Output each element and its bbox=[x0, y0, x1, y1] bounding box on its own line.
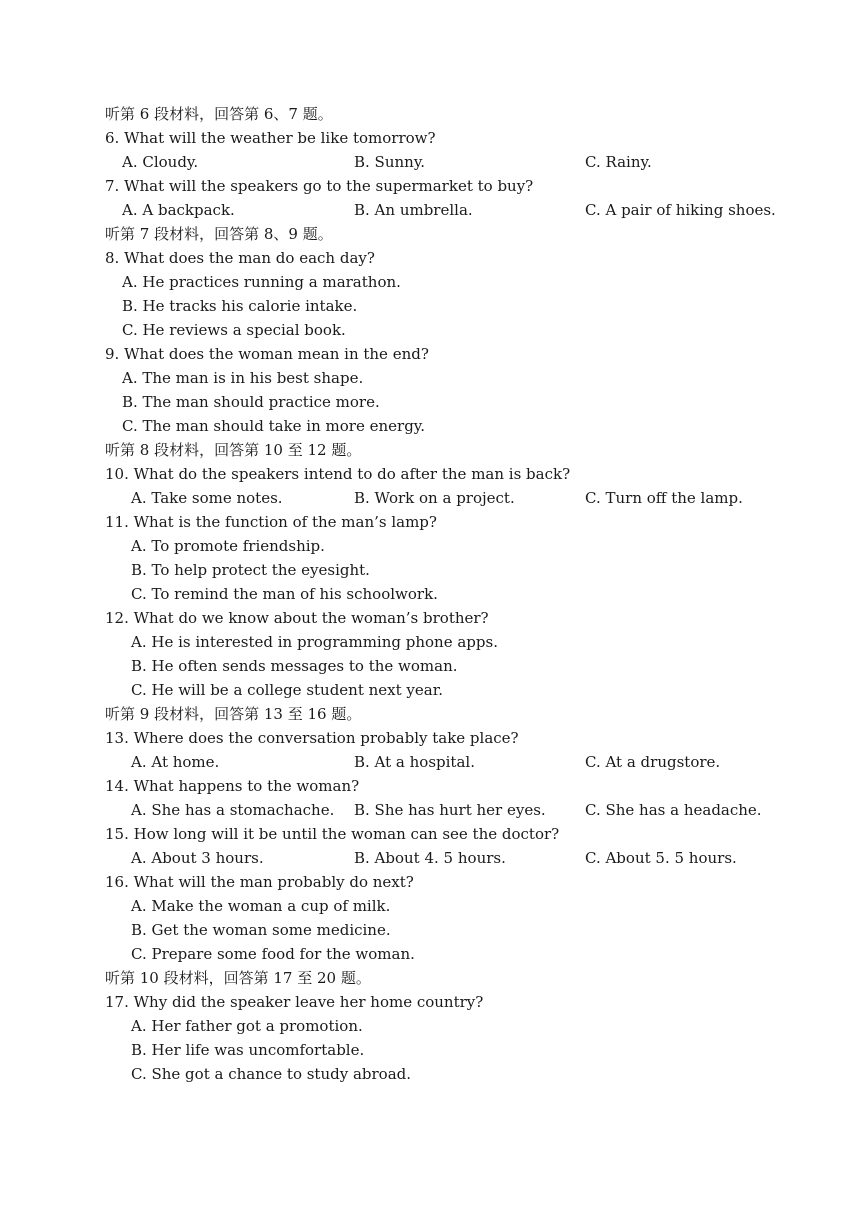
option-a: A. Cloudy. bbox=[122, 153, 199, 171]
option-c: C. He reviews a special book. bbox=[122, 321, 346, 339]
option-b: B. He often sends messages to the woman. bbox=[131, 657, 458, 675]
option-b: B. At a hospital. bbox=[354, 753, 475, 771]
question-stem: 14. What happens to the woman? bbox=[105, 777, 360, 795]
option-c: C. Prepare some food for the woman. bbox=[131, 945, 415, 963]
option-a: A. About 3 hours. bbox=[131, 849, 264, 867]
question-stem: 9. What does the woman mean in the end? bbox=[105, 345, 429, 363]
question-stem: 7. What will the speakers go to the supermarket to buy? bbox=[105, 177, 534, 195]
option-c: C. The man should take in more energy. bbox=[122, 417, 426, 435]
options-row bbox=[105, 846, 825, 870]
options-row bbox=[105, 150, 825, 174]
option-b: B. The man should practice more. bbox=[122, 393, 380, 411]
option-b: B. Sunny. bbox=[354, 153, 426, 171]
question-stem: 10. What do the speakers intend to do after the man is back? bbox=[105, 465, 571, 483]
option-c: C. About 5. 5 hours. bbox=[585, 849, 737, 867]
options-row bbox=[105, 798, 825, 822]
question-stem: 11. What is the function of the man’s lamp? bbox=[105, 513, 437, 531]
option-c: C. Turn off the lamp. bbox=[585, 489, 743, 507]
option-a: A. Make the woman a cup of milk. bbox=[131, 897, 391, 915]
options-row bbox=[105, 486, 825, 510]
section-header: 听第 8 段材料，回答第 10 至 12 题。 bbox=[105, 441, 362, 459]
option-b: B. To help protect the eyesight. bbox=[131, 561, 370, 579]
option-b: B. Get the woman some medicine. bbox=[131, 921, 391, 939]
options-row bbox=[105, 750, 825, 774]
listening-questions bbox=[105, 102, 825, 1086]
option-b: B. He tracks his calorie intake. bbox=[122, 297, 358, 315]
option-c: C. She has a headache. bbox=[585, 801, 762, 819]
option-a: A. Take some notes. bbox=[131, 489, 283, 507]
option-a: A. Her father got a promotion. bbox=[131, 1017, 363, 1035]
option-b: B. Her life was uncomfortable. bbox=[131, 1041, 365, 1059]
option-a: A. To promote friendship. bbox=[131, 537, 325, 555]
option-c: C. He will be a college student next year. bbox=[131, 681, 444, 699]
option-a: A. He is interested in programming phone apps. bbox=[131, 633, 498, 651]
section-header: 听第 6 段材料，回答第 6、7 题。 bbox=[105, 105, 333, 123]
options-row bbox=[105, 198, 825, 222]
option-a: A. He practices running a marathon. bbox=[122, 273, 401, 291]
option-a: A. The man is in his best shape. bbox=[122, 369, 364, 387]
option-c: C. At a drugstore. bbox=[585, 753, 721, 771]
option-c: C. A pair of hiking shoes. bbox=[585, 201, 776, 219]
option-a: A. At home. bbox=[131, 753, 220, 771]
section-header: 听第 10 段材料，回答第 17 至 20 题。 bbox=[105, 969, 371, 987]
option-c: C. To remind the man of his schoolwork. bbox=[131, 585, 438, 603]
option-c: C. She got a chance to study abroad. bbox=[131, 1065, 412, 1083]
option-a: A. A backpack. bbox=[122, 201, 235, 219]
question-stem: 17. Why did the speaker leave her home country? bbox=[105, 993, 484, 1011]
question-stem: 6. What will the weather be like tomorrow? bbox=[105, 129, 436, 147]
question-stem: 8. What does the man do each day? bbox=[105, 249, 375, 267]
question-stem: 15. How long will it be until the woman can see the doctor? bbox=[105, 825, 560, 843]
question-stem: 12. What do we know about the woman’s brother? bbox=[105, 609, 489, 627]
question-stem: 13. Where does the conversation probably take place? bbox=[105, 729, 519, 747]
option-a: A. She has a stomachache. bbox=[131, 801, 335, 819]
question-stem: 16. What will the man probably do next? bbox=[105, 873, 414, 891]
section-header: 听第 9 段材料，回答第 13 至 16 题。 bbox=[105, 705, 362, 723]
option-b: B. About 4. 5 hours. bbox=[354, 849, 506, 867]
option-b: B. Work on a project. bbox=[354, 489, 515, 507]
option-b: B. She has hurt her eyes. bbox=[354, 801, 546, 819]
section-header: 听第 7 段材料，回答第 8、9 题。 bbox=[105, 225, 333, 243]
option-c: C. Rainy. bbox=[585, 153, 652, 171]
option-b: B. An umbrella. bbox=[354, 201, 473, 219]
